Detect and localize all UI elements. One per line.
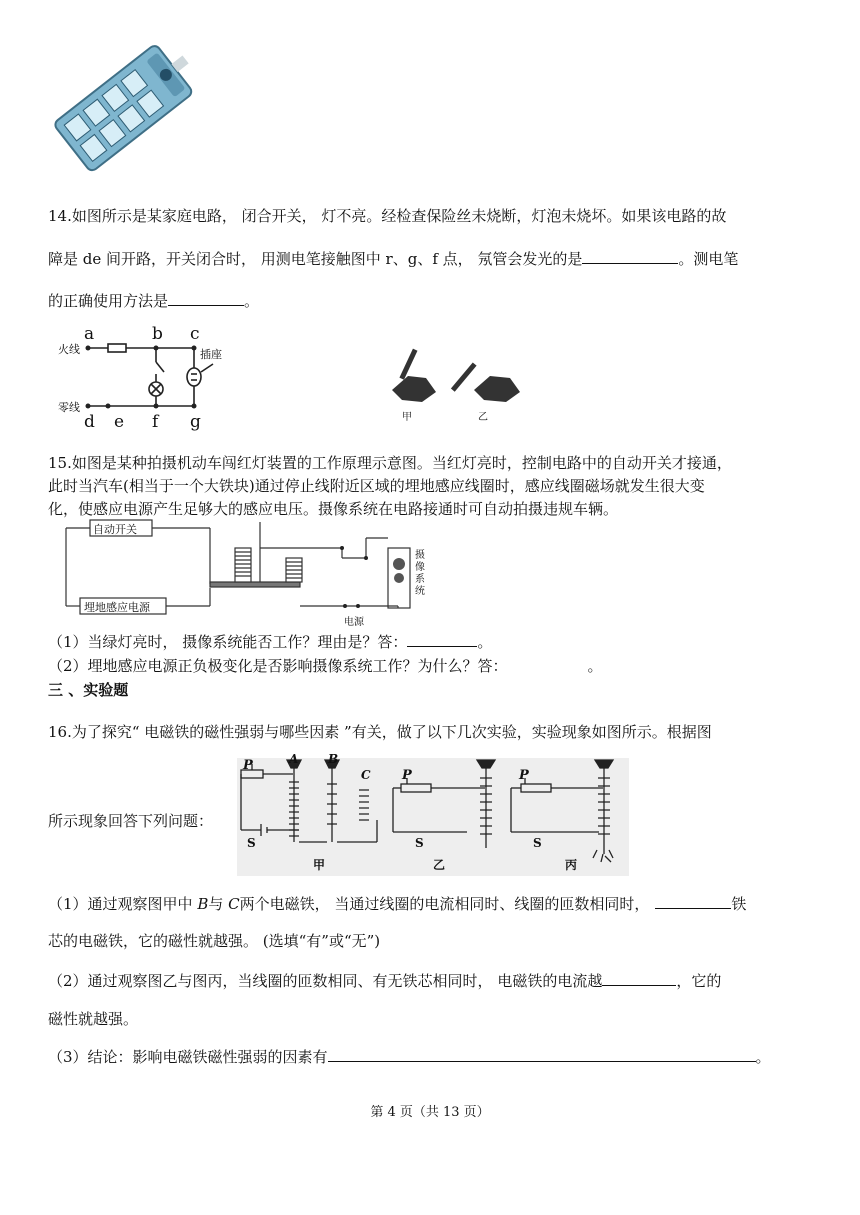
label-A: A (289, 752, 299, 766)
q14-blank-2[interactable] (168, 291, 244, 306)
q14-line3-text: 的正确使用方法是 (48, 292, 169, 310)
household-circuit-diagram (48, 322, 248, 437)
label-socket: 插座 (200, 348, 222, 361)
q16-sub1-line2: 芯的电磁铁，它的磁性就越强。 (选填“有”或“无”) (48, 932, 381, 950)
point-g: g (190, 412, 201, 432)
q14-line2-text: 障是 de 间开路，开关闭合时， 用测电笔接触图中 r、g、f 点， 氖管会发光的是 (48, 250, 583, 268)
label-fire-line: 火线 (58, 343, 80, 356)
label-pen-jia: 甲 (402, 412, 412, 423)
section-3-heading: 三 、实验题 (48, 681, 129, 699)
label-C: C (361, 768, 371, 782)
q16-line1: 16.为了探究“ 电磁铁的磁性强弱与哪些因素 ”有关，做了以下几次实验，实验现象如图所示。根据图 (48, 723, 712, 741)
label-camera-system: 摄像系统 (415, 550, 425, 597)
q16-blank-1[interactable] (655, 894, 731, 909)
q16-sub1-rest: 两个电磁铁， 当通过线圈的电流相同时、线圈的匝数相同时， (239, 895, 650, 913)
q16-sub1-start: （1）通过观察图甲中 (48, 895, 198, 913)
label-pen-yi: 乙 (478, 412, 488, 423)
q15-sub2 (48, 655, 603, 676)
point-d: d (84, 412, 95, 432)
power-strip-image (48, 40, 193, 175)
q16-sub1-B: B (197, 895, 209, 913)
point-a: a (84, 324, 95, 344)
q16-sub1-end: 铁 (731, 895, 747, 913)
q16-sub3-end: 。 (755, 1048, 771, 1066)
electromagnet-diagram (237, 752, 629, 876)
label-S-bing: S (533, 836, 542, 850)
page-footer: 第 4 页（共 13 页） (370, 1105, 490, 1120)
label-induct-source: 埋地感应电源 (84, 601, 150, 614)
q16-sub1 (48, 893, 746, 914)
q16-blank-2[interactable] (602, 971, 676, 986)
q16-line2: 所示现象回答下列问题： (48, 812, 214, 830)
point-e: e (114, 412, 125, 432)
q14-line3 (48, 290, 259, 311)
q15-line3: 化，使感应电源产生足够大的感应电压。摄像系统在电路接通时可自动拍摄违规车辆。 (48, 500, 619, 518)
q14-line2 (48, 248, 738, 269)
q15-sub1 (48, 631, 492, 652)
label-P-jia: P (243, 758, 253, 773)
q16-sub1-mid: 与 (208, 895, 229, 913)
label-S-jia: S (247, 836, 256, 850)
red-light-camera-diagram (60, 518, 440, 630)
label-P-yi: P (402, 768, 412, 783)
q15-line2: 此时当汽车(相当于一个大铁块)通过停止线附近区域的埋地感应线圈时，感应线圈磁场就发生很大变 (48, 477, 705, 495)
q15-blank-1[interactable] (407, 632, 477, 647)
q16-sub2 (48, 970, 721, 991)
label-bing: 丙 (565, 858, 578, 872)
q15-sub2-end: 。 (587, 657, 603, 675)
q15-sub1-text: （1）当绿灯亮时， 摄像系统能否工作？理由是？答： (48, 633, 408, 651)
label-yi: 乙 (433, 858, 446, 872)
q16-sub2-line2: 磁性就越强。 (48, 1010, 139, 1028)
q16-sub2-end: ，它的 (676, 972, 722, 990)
test-pen-illustration (378, 340, 528, 425)
label-P-bing: P (519, 768, 529, 783)
q15-sub2-text: （2）埋地感应电源正负极变化是否影响摄像系统工作？为什么？答： (48, 657, 508, 675)
point-f: f (152, 412, 159, 432)
q16-sub2-text: （2）通过观察图乙与图丙，当线圈的匝数相同、有无铁芯相同时， 电磁铁的电流越 (48, 972, 603, 990)
q14-line1: 14.如图所示是某家庭电路， 闭合开关， 灯不亮。经检查保险丝未烧断，灯泡未烧坏。如果该电路的故 (48, 207, 727, 225)
point-b: b (152, 324, 163, 344)
label-B: B (328, 752, 339, 766)
q15-line1: 15.如图是某种拍摄机动车闯红灯装置的工作原理示意图。当红灯亮时，控制电路中的自动开关才接通， (48, 454, 732, 472)
label-jia: 甲 (313, 858, 326, 872)
q16-sub1-C: C (228, 895, 240, 913)
label-S-yi: S (415, 836, 424, 850)
q16-sub3-text: （3）结论：影响电磁铁磁性强弱的因素有 (48, 1048, 328, 1066)
q14-line3-end: 。 (244, 292, 260, 310)
label-zero-line: 零线 (58, 401, 80, 414)
label-auto-switch: 自动开关 (93, 523, 137, 536)
label-power: 电源 (344, 617, 364, 628)
q16-sub3 (48, 1046, 771, 1067)
point-c: c (190, 324, 200, 344)
q16-blank-3[interactable] (328, 1047, 756, 1062)
q14-line2-end: 。测电笔 (678, 250, 739, 268)
q15-sub1-end: 。 (477, 633, 493, 651)
q14-blank-1[interactable] (582, 249, 678, 264)
